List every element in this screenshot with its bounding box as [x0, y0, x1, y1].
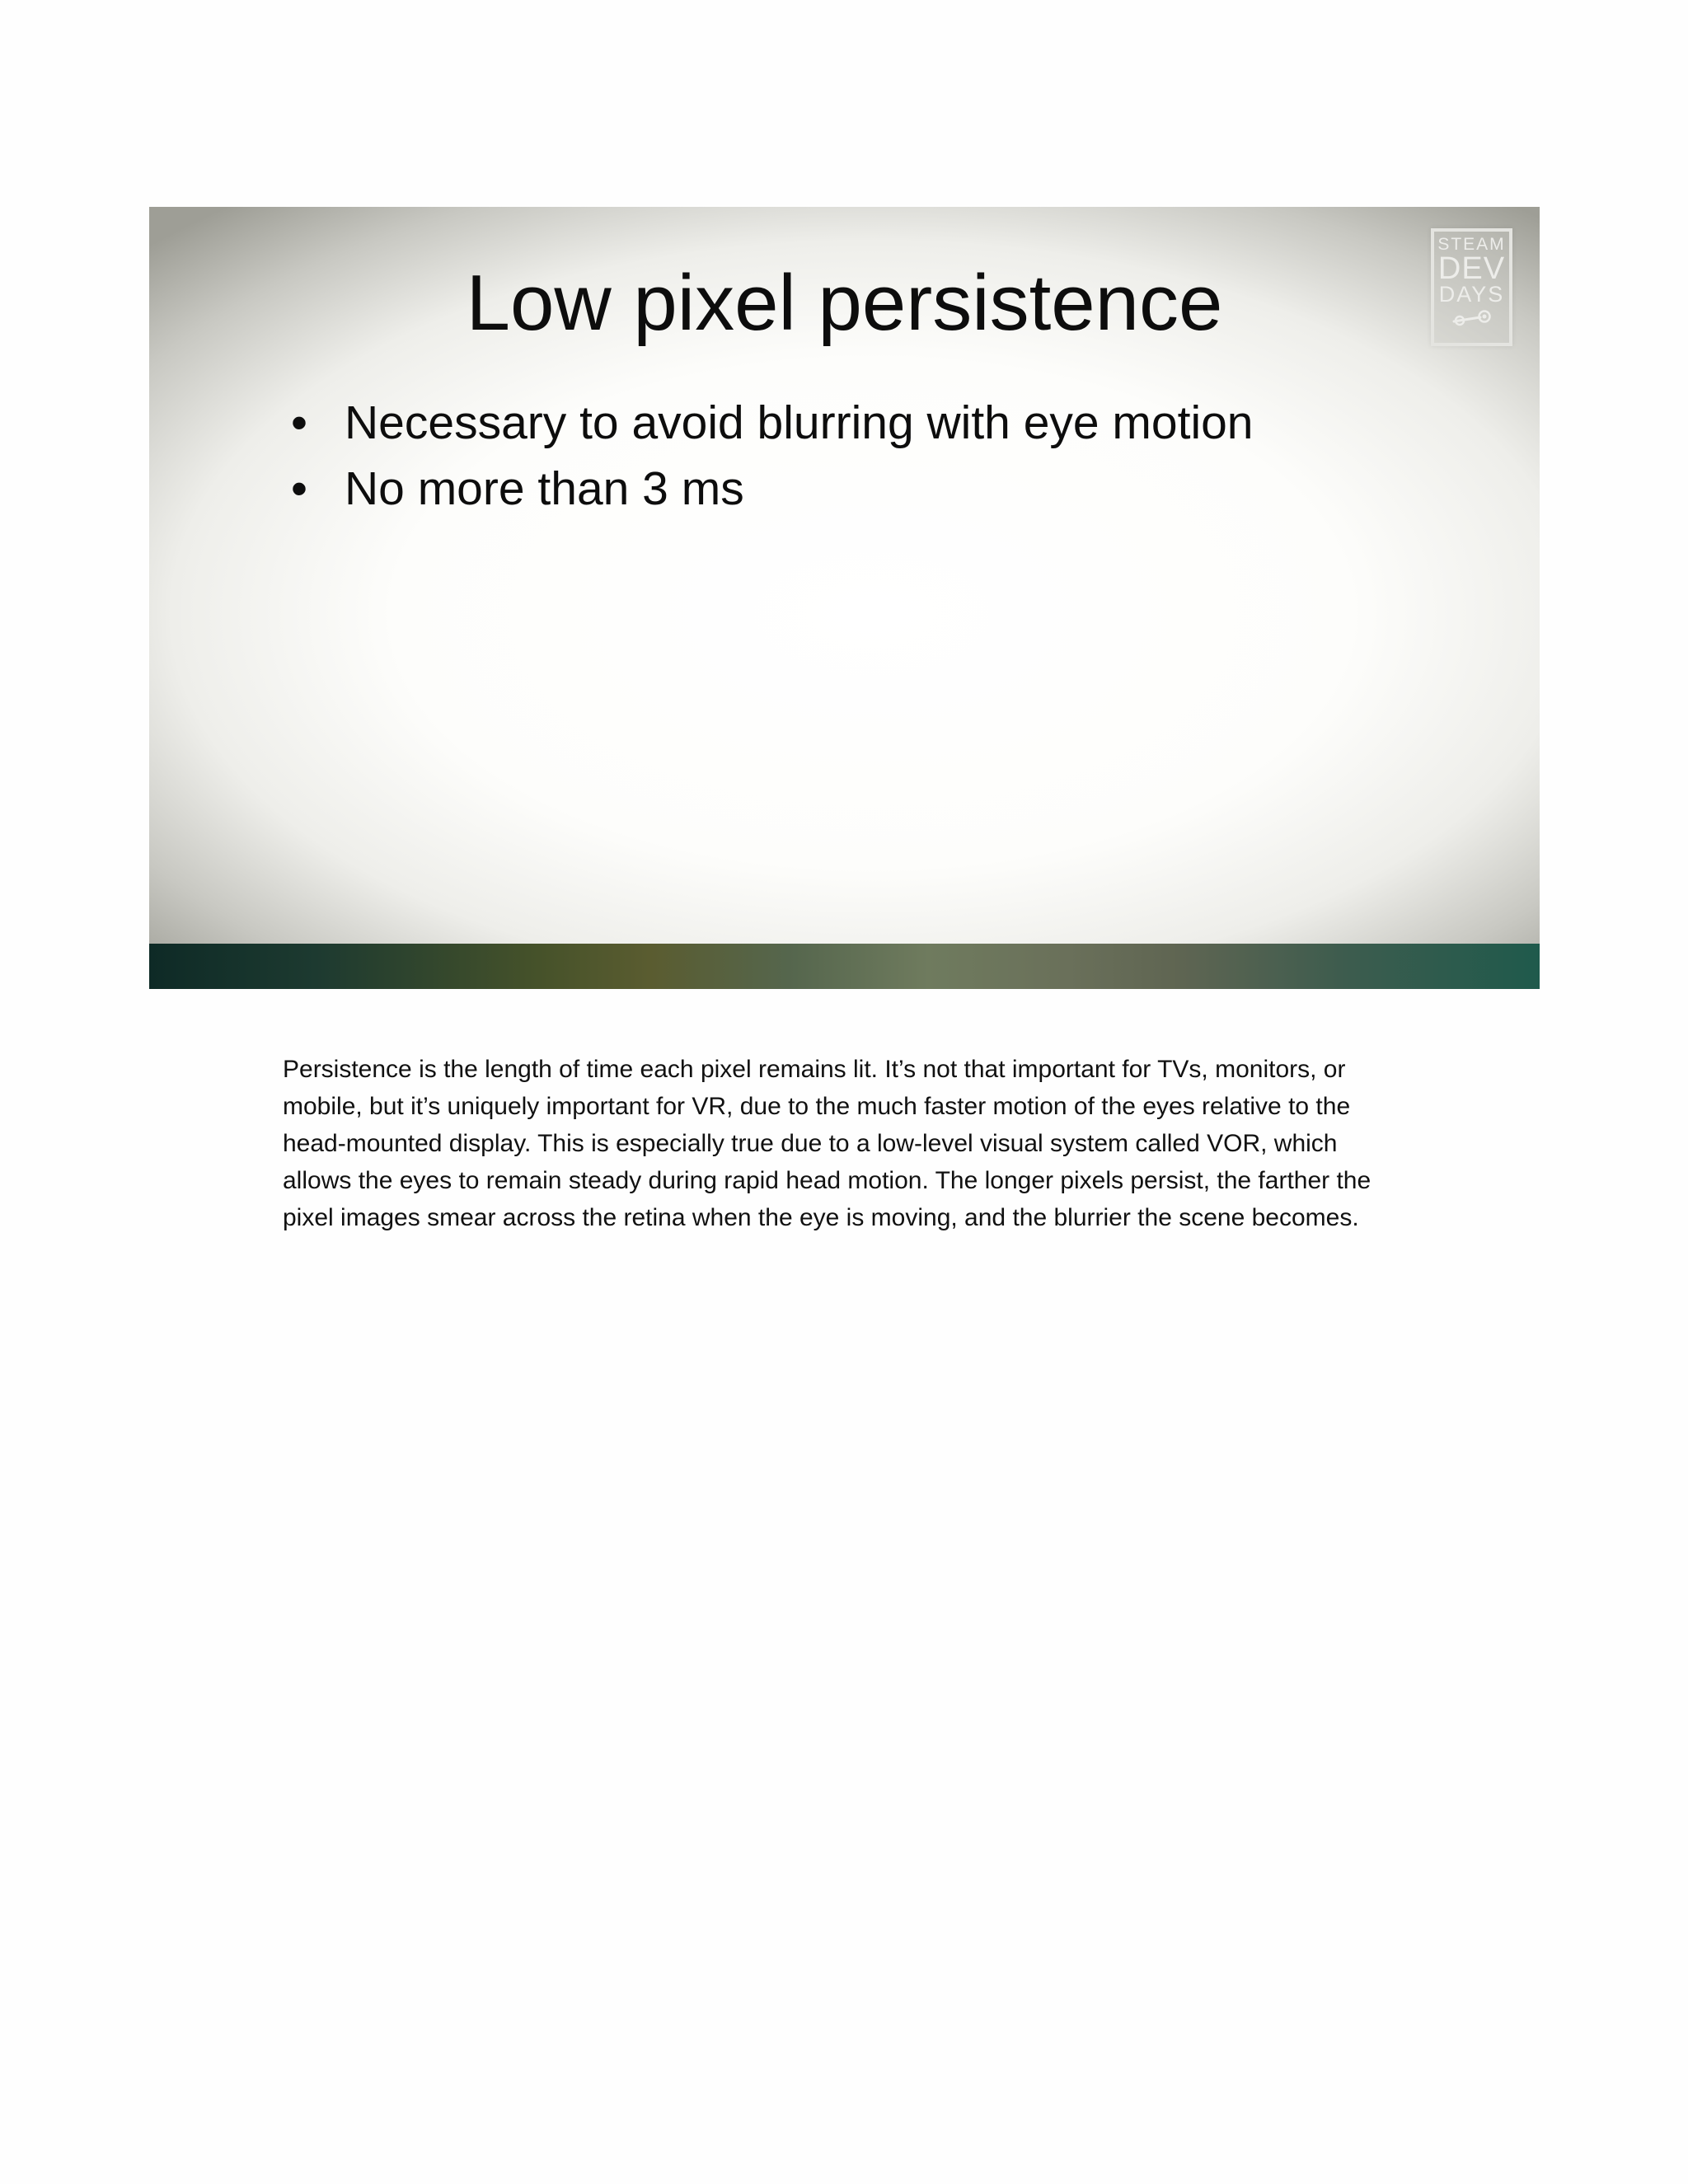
slide-footer-band	[149, 944, 1540, 989]
logo-text-dev: DEV	[1437, 251, 1506, 286]
logo-text-steam: STEAM	[1437, 235, 1506, 254]
bullet-item	[289, 456, 1254, 522]
bullet-dot: •	[291, 396, 307, 449]
slide-image	[149, 207, 1540, 989]
bullet-item	[289, 390, 1254, 456]
bullet-dot: •	[291, 462, 307, 515]
notes-paragraph: Persistence is the length of time each pixel remains lit. It’s not that important for TVs, monitors, or mobile, but it’s uniquely important for VR, due to the much faster motion of the eyes relative to the head-mounted display. This is especially true due to a low-level visual system called VOR, which allows the eyes to remain steady during rapid head motion. The longer pixels persist, the farther the pixel images smear across the retina when the eye is moving, and the blurrier the scene becomes.	[283, 1056, 1372, 1231]
logo-text-days: DAYS	[1438, 282, 1505, 307]
steam-dev-days-logo	[1431, 228, 1512, 346]
bullet-list	[289, 390, 1254, 522]
bullet-text: Necessary to avoid blurring with eye motion	[345, 396, 1254, 449]
steam-icon	[1449, 309, 1495, 327]
bullet-text: No more than 3 ms	[345, 462, 744, 515]
slide-title: Low pixel persistence	[466, 259, 1223, 347]
